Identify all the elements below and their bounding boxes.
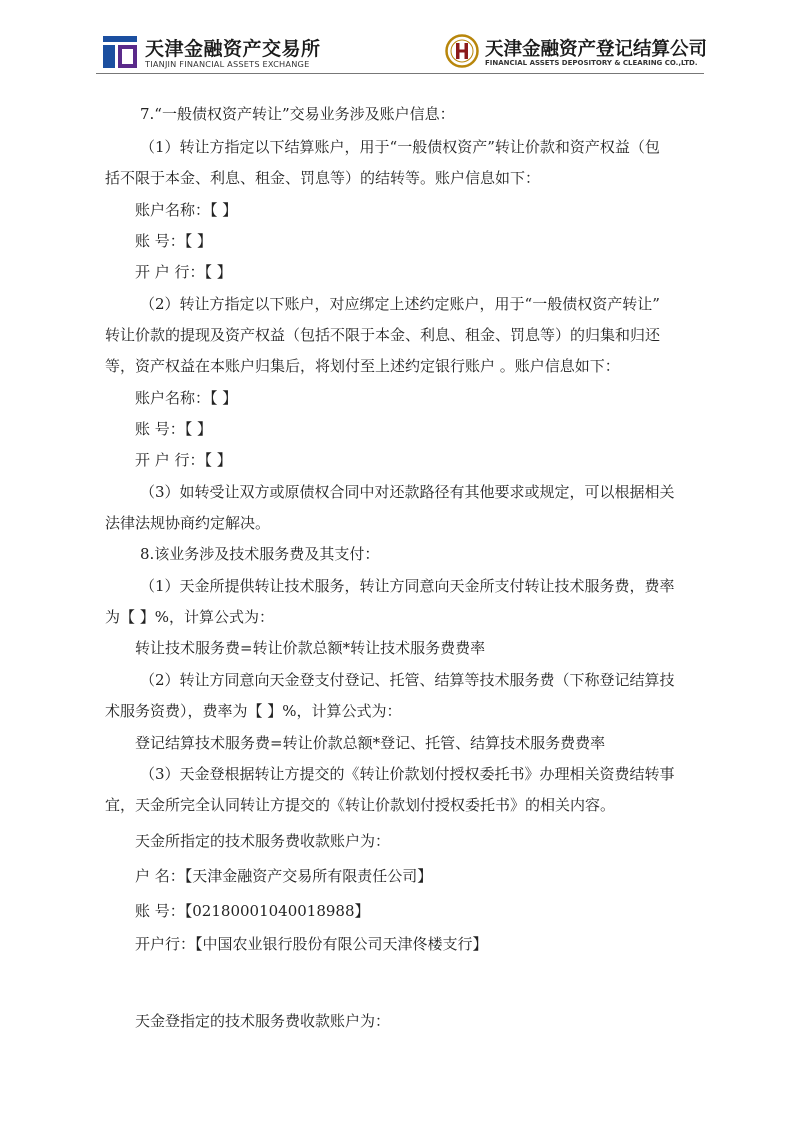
paragraph-line: 转让价款的提现及资产权益（包括不限于本金、利息、租金、罚息等）的归集和归还 (105, 326, 661, 344)
payee-heading: 天金登指定的技术服务费收款账户为： (135, 1012, 391, 1030)
tfae-logo (103, 34, 343, 74)
account-number-field: 账 号：【 】 (135, 232, 213, 250)
formula-line: 转让技术服务费=转让价款总额*转让技术服务费费率 (135, 639, 486, 657)
paragraph-line: （1）天金所提供转让技术服务，转让方同意向天金所支付转让技术服务费，费率 (140, 577, 675, 595)
payee-heading: 天金所指定的技术服务费收款账户为： (135, 832, 391, 850)
paragraph-line: （2）转让方指定以下账户，对应绑定上述约定账户，用于“一般债权资产转让” (140, 295, 660, 313)
fadc-logo (445, 34, 715, 74)
paragraph-line: 等，资产权益在本账户归集后，将划付至上述约定银行账户 。账户信息如下： (105, 357, 620, 375)
paragraph-line: 括不限于本金、利息、租金、罚息等）的结转等。账户信息如下： (105, 169, 541, 187)
account-bank-field: 开 户 行：【 】 (135, 451, 232, 469)
paragraph-line: 法律法规协商约定解决。 (105, 514, 271, 532)
paragraph-line: （2）转让方同意向天金登支付登记、托管、结算等技术服务费（下称登记结算技 (140, 671, 675, 689)
fadc-logo-cn: 天津金融资产登记结算公司 (485, 39, 708, 60)
section-7-heading: 7.“一般债权资产转让”交易业务涉及账户信息： (140, 105, 455, 123)
payee-bank-field: 开户行：【中国农业银行股份有限公司天津佟楼支行】 (135, 935, 488, 953)
payee-name-field: 户 名：【天津金融资产交易所有限责任公司】 (135, 867, 433, 885)
tfae-logo-icon (103, 36, 137, 68)
paragraph-line: （3）天金登根据转让方提交的《转让价款划付授权委托书》办理相关资费结转事 (140, 765, 675, 783)
page-header (0, 0, 800, 80)
fadc-seal-icon (445, 34, 479, 68)
paragraph-line: （1）转让方指定以下结算账户，用于“一般债权资产”转让价款和资产权益（包 (140, 138, 660, 156)
paragraph-line: 为【 】%，计算公式为： (105, 608, 275, 626)
account-name-field: 账户名称：【 】 (135, 201, 238, 219)
tfae-logo-en: TIANJIN FINANCIAL ASSETS EXCHANGE (145, 59, 310, 69)
paragraph-line: 术服务资费），费率为【 】%，计算公式为： (105, 702, 402, 720)
account-bank-field: 开 户 行：【 】 (135, 263, 232, 281)
payee-account-field: 账 号：【02180001040018988】 (135, 902, 370, 920)
header-divider (96, 73, 704, 74)
fadc-logo-en: FINANCIAL ASSETS DEPOSITORY & CLEARING CO.,LTD. (485, 59, 698, 67)
tfae-logo-cn: 天津金融资产交易所 (145, 38, 321, 60)
account-number-field: 账 号：【 】 (135, 420, 213, 438)
paragraph-line: （3）如转受让双方或原债权合同中对还款路径有其他要求或规定，可以根据相关 (140, 483, 675, 501)
paragraph-line: 宜，天金所完全认同转让方提交的《转让价款划付授权委托书》的相关内容。 (105, 796, 616, 814)
section-8-heading: 8.该业务涉及技术服务费及其支付： (140, 545, 380, 563)
account-name-field: 账户名称：【 】 (135, 389, 238, 407)
formula-line: 登记结算技术服务费=转让价款总额*登记、托管、结算技术服务费费率 (135, 734, 606, 752)
